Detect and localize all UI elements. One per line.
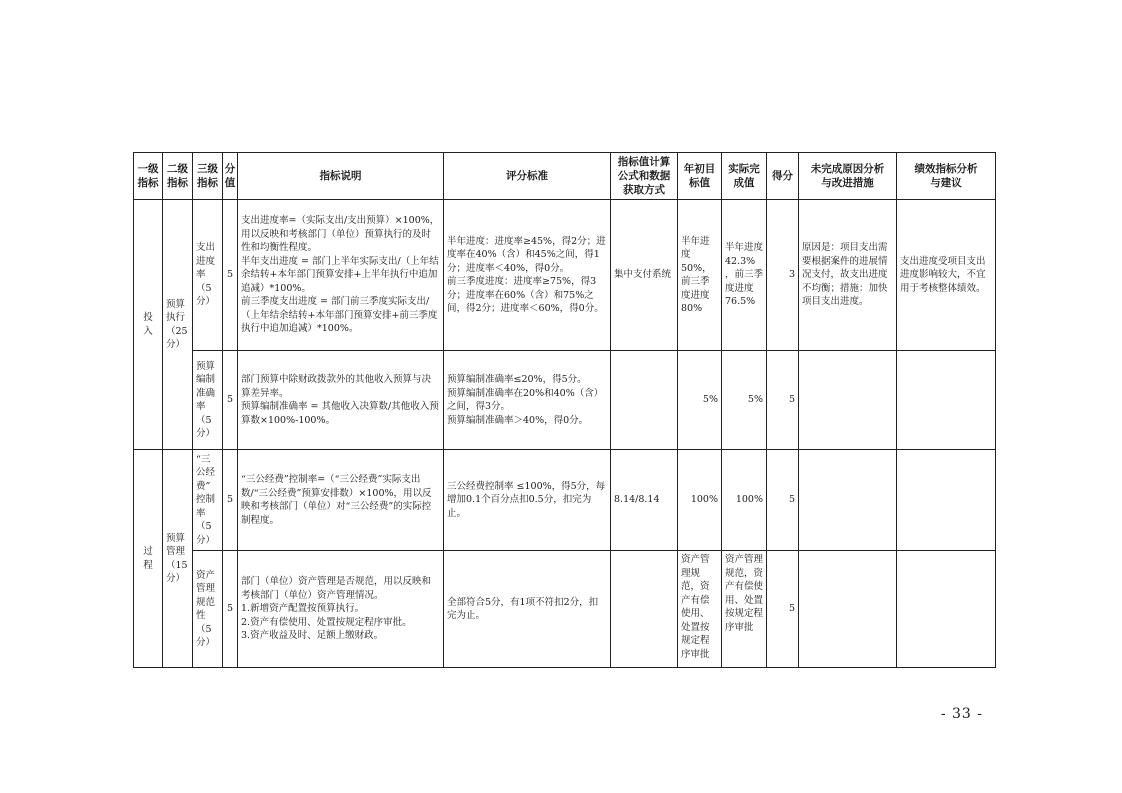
target-text: 资产管理规范，资产有偿使用、处置按规定程序审批 — [681, 554, 710, 660]
description-cell: 部门预算中除财政拨款外的其他收入预算与决算差异率。 预算编制准确率 = 其他收入决算数/其他收入预算数×100%-100%。 — [238, 351, 444, 450]
reason-cell — [799, 450, 897, 551]
advice-cell — [897, 351, 996, 450]
header-target: 年初目 标值 — [678, 153, 722, 200]
header-criteria: 评分标准 — [444, 153, 611, 200]
score-cell: 5 — [767, 351, 799, 450]
target-cell: 半年进度 50%， 前三季度进度 80% — [678, 200, 722, 351]
level2-cell-budget-execution: 预算 执行 （25 分） — [163, 200, 193, 450]
weight-cell: 5 — [223, 200, 238, 351]
advice-cell — [897, 551, 996, 668]
table-row — [134, 450, 996, 551]
table-row — [134, 351, 996, 450]
actual-cell: 100% — [722, 450, 767, 551]
description-cell: “三公经费”控制率=（“三公经费”实际支出数/“三公经费”预算安排数）×100%，用以反映和考核部门（单位）对“三公经费”的实际控制程度。 — [238, 450, 444, 551]
criteria-cell: 全部符合5分，有1项不符扣2分，扣完为止。 — [444, 551, 611, 668]
score-cell: 5 — [767, 551, 799, 668]
table-header-row — [134, 153, 996, 200]
header-reason: 未完成原因分析 与改进措施 — [799, 153, 897, 200]
advice-cell: 支出进度受项目支出进度影响较大，不宜用于考核整体绩效。 — [897, 200, 996, 351]
level3-cell: “三 公经 费” 控制 率 （5 分） — [193, 450, 223, 551]
header-advice: 绩效指标分析 与建议 — [897, 153, 996, 200]
actual-text: 资产管理规范，资产有偿使用、处置按规定程序审批 — [725, 554, 763, 633]
criteria-cell: 半年进度：进度率≥45%，得2分；进度率在40%（含）和45%之间，得1分；进度率＜40%，得0分。 前三季度进度：进度率≥75%，得3分；进度率在60%（含）和75%之间，得2分；进度率＜60%，得0分。 — [444, 200, 611, 351]
weight-cell: 5 — [223, 551, 238, 668]
formula-cell — [611, 551, 678, 668]
performance-table — [133, 152, 996, 668]
level2-cell-budget-management: 预算 管理 （15 分） — [163, 450, 193, 668]
target-cell: 5% — [678, 351, 722, 450]
score-cell: 3 — [767, 200, 799, 351]
score-cell: 5 — [767, 450, 799, 551]
formula-cell — [611, 351, 678, 450]
target-cell: 100% — [678, 450, 722, 551]
header-formula: 指标值计算 公式和数据 获取方式 — [611, 153, 678, 200]
header-description: 指标说明 — [238, 153, 444, 200]
level1-cell-process: 过 程 — [134, 450, 163, 668]
actual-cell: 5% — [722, 351, 767, 450]
criteria-cell: 预算编制准确率≤20%，得5分。 预算编制准确率在20%和40%（含）之间，得3分。 预算编制准确率＞40%，得0分。 — [444, 351, 611, 450]
formula-cell: 集中支付系统 — [611, 200, 678, 351]
table-row — [134, 200, 996, 351]
weight-cell: 5 — [223, 351, 238, 450]
reason-cell — [799, 551, 897, 668]
header-level2: 二级 指标 — [163, 153, 193, 200]
description-cell: 支出进度率=（实际支出/支出预算）×100%，用以反映和考核部门（单位）预算执行的及时性和均衡性程度。 半年支出进度 = 部门上半年实际支出/（上年结余结转+本年部门预算安排+上半年执行中追加追减）*100%。 前三季度支出进度 = 部门前三季度实际支出/（上年结余结转+本年部门预算安排+前三季度执行中追加追减）*100%。 — [238, 200, 444, 351]
description-cell: 部门（单位）资产管理是否规范，用以反映和考核部门（单位）资产管理情况。 1.新增资产配置按预算执行。 2.资产有偿使用、处置按规定程序审批。 3.资产收益及时、足额上缴财政。 — [238, 551, 444, 668]
level3-cell: 预算 编制 准确 率 （5 分） — [193, 351, 223, 450]
level1-cell-input: 投 入 — [134, 200, 163, 450]
formula-cell: 8.14/8.14 — [611, 450, 678, 551]
target-cell — [678, 551, 722, 668]
header-weight: 分 值 — [223, 153, 238, 200]
level3-cell: 资产 管理 规范 性 （5 分） — [193, 551, 223, 668]
header-actual: 实际完 成值 — [722, 153, 767, 200]
advice-cell — [897, 450, 996, 551]
actual-cell — [722, 551, 767, 668]
header-score: 得分 — [767, 153, 799, 200]
table-row — [134, 551, 996, 668]
actual-cell: 半年进度 42.3% ，前三季度进度 76.5% — [722, 200, 767, 351]
page-number: - 33 - — [940, 706, 983, 722]
reason-cell — [799, 351, 897, 450]
weight-cell: 5 — [223, 450, 238, 551]
criteria-cell: 三公经费控制率 ≤100%，得5分，每增加0.1个百分点扣0.5分，扣完为止。 — [444, 450, 611, 551]
header-level1: 一级 指标 — [134, 153, 163, 200]
header-level3: 三级 指标 — [193, 153, 223, 200]
reason-cell: 原因是：项目支出需要根据案件的进展情况支付，故支出进度不均衡；措施：加快项目支出进度。 — [799, 200, 897, 351]
level3-cell: 支出 进度 率 （5 分） — [193, 200, 223, 351]
